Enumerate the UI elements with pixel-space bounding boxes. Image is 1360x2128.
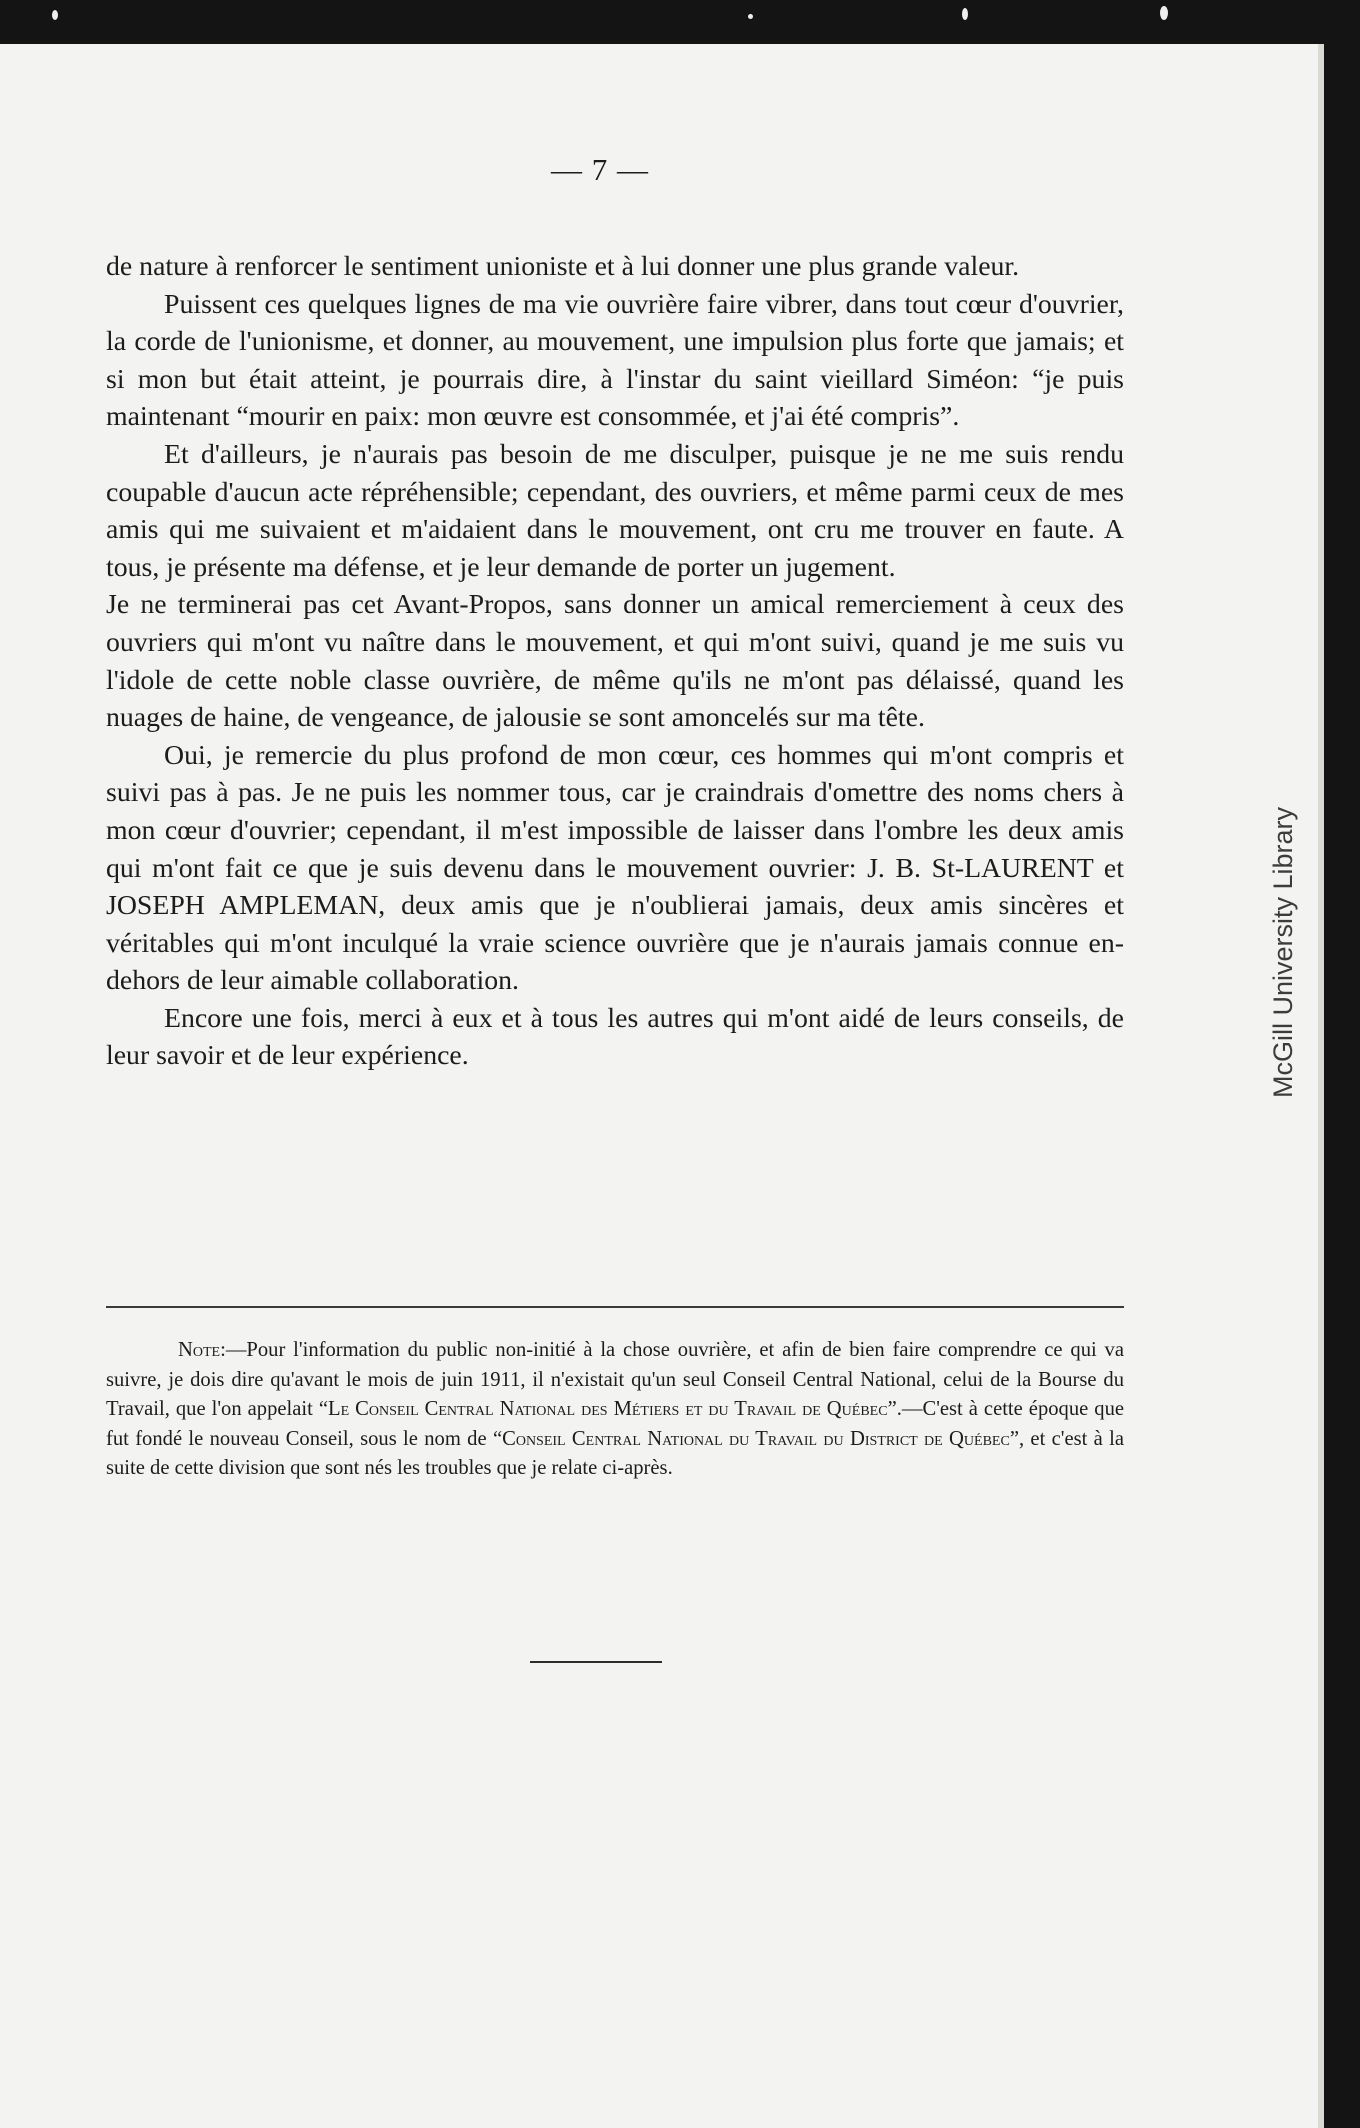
library-stamp: McGill University Library <box>1268 806 1298 1098</box>
body-text <box>106 248 1124 1075</box>
scan-speck <box>52 10 58 20</box>
paragraph-5: Oui, je remercie du plus profond de mon cœur, ces hommes qui m'ont compris et suivi pas à pas. Je ne puis les nommer tous, car je craindrais d'omettre des noms chers à mon cœur d'ouvrier; cependant, il m'est impossible de laisser dans l'ombre les deux amis qui m'ont fait ce que je suis devenu dans le mouvement ouvrier: J. B. St-LAURENT et JOSEPH AMPLEMAN, deux amis que je n'oublierai jamais, deux amis sincères et véritables qui m'ont inculqué la vraie science ouvrière que je n'aurais jamais connue en-dehors de leur aimable collaboration. <box>106 739 1124 997</box>
footnote-label: Note <box>178 1339 221 1361</box>
page-edge <box>1318 44 1324 2128</box>
scan-speck <box>962 8 968 20</box>
footnote-text-1: :—Pour l'information du public non-initié à la chose ouvrière, et afin de bien faire comprendre ce qui va suivre, je dois dire qu'avant le mois de juin 1911, il n'existait qu'un seul Conseil Central National, celui de la Bourse du Travail, que l'on appelait “ <box>106 1339 1124 1421</box>
scan-speck <box>1160 6 1168 20</box>
paragraph-3: Et d'ailleurs, je n'aurais pas besoin de me disculper, puisque je ne me suis rendu coupable d'aucun acte répréhensible; cependant, des ouvriers, et même parmi ceux de mes amis qui me suivaient et m'aidaient dans le mouvement, ont cru me trouver en faute. A tous, je présente ma défense, et je leur demande de porter un jugement. <box>106 438 1124 583</box>
paragraph-2: Puissent ces quelques lignes de ma vie ouvrière faire vibrer, dans tout cœur d'ouvrier, la corde de l'unionisme, et donner, au mouvement, une impulsion plus forte que jamais; et si mon but était atteint, je pourrais dire, à l'instar du saint vieillard Siméon: “je puis maintenant “mourir en paix: mon œuvre est consommée, et j'ai été compris”. <box>106 288 1124 433</box>
footnote-text-3: ”, et c'est à la suite de cette division que sont nés les troubles que je relate ci-après. <box>106 1427 1125 1480</box>
footnote-text-2: ”.—C'est à cette époque que fut fondé le nouveau Conseil, sous le nom de “ <box>106 1398 1125 1450</box>
footnote-divider <box>106 1306 1124 1308</box>
scan-speck <box>748 14 753 19</box>
footnote <box>106 1336 1124 1484</box>
end-rule <box>530 1661 662 1663</box>
paragraph-6: Encore une fois, merci à eux et à tous les autres qui m'ont aidé de leurs conseils, de leur savoir et de leur expérience. <box>106 1002 1124 1072</box>
paragraph-1: de nature à renforcer le sentiment unioniste et à lui donner une plus grande valeur. <box>106 251 1020 282</box>
footnote-council-name-2: Conseil Central National du Travail du District de Québec <box>502 1427 1010 1450</box>
page-number: — 7 — <box>551 152 649 187</box>
footnote-council-name-1: Le Conseil Central National des Métiers et du Travail de Québec <box>327 1398 888 1421</box>
paragraph-4: Je ne terminerai pas cet Avant-Propos, sans donner un amical remerciement à ceux des ouvriers qui m'ont vu naître dans le mouvement, et qui m'ont suivi, quand je me suis vu l'idole de cette noble classe ouvrière, de même qu'ils ne m'ont pas délaissé, quand les nuages de haine, de vengeance, de jalousie se sont amoncelés sur ma tête. <box>106 589 1124 734</box>
